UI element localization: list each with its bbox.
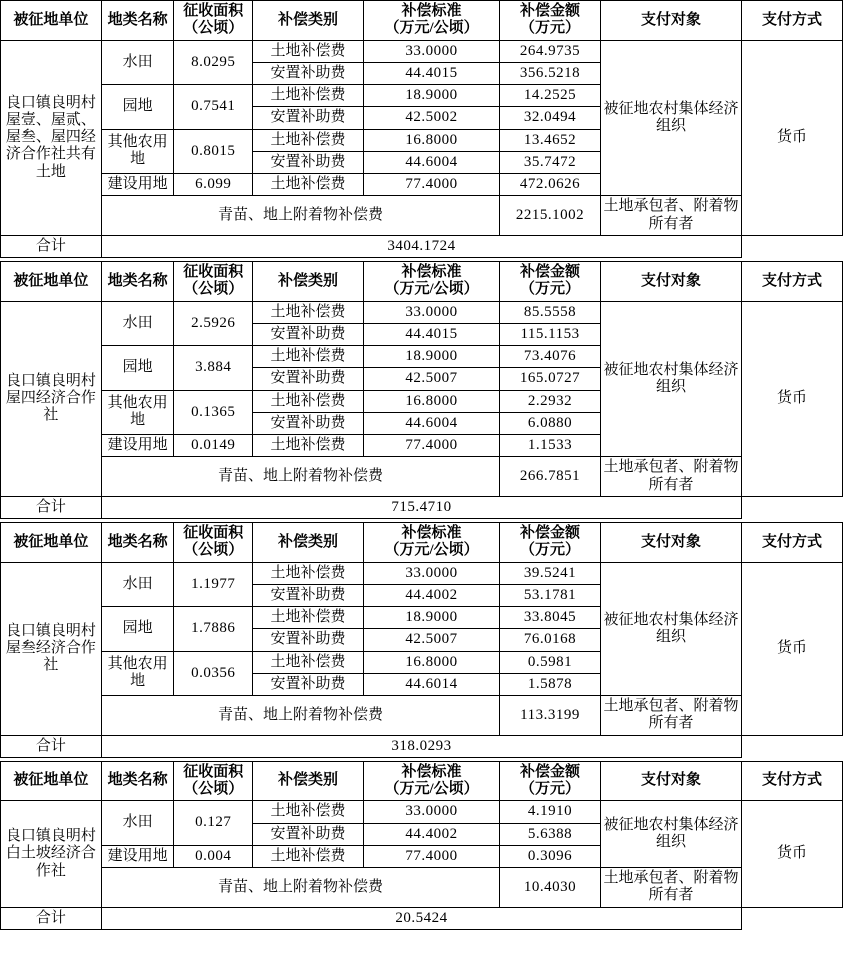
- cell-total-label: 合计: [1, 496, 102, 518]
- header-area-line2: （公顷）: [183, 542, 244, 559]
- cell-standard: 16.8000: [363, 651, 499, 673]
- header-comp-type: 补偿类别: [253, 1, 364, 41]
- green-crops-row: [1, 196, 843, 236]
- cell-payee-collective: 被征地农村集体经济组织: [600, 301, 741, 457]
- header-pay-method: 支付方式: [742, 1, 843, 41]
- cell-standard: 44.6014: [363, 673, 499, 695]
- cell-area: 3.884: [174, 346, 253, 391]
- cell-amount: 0.3096: [500, 845, 601, 867]
- cell-landtype: 其他农用地: [101, 129, 174, 174]
- cell-area: 0.004: [174, 845, 253, 867]
- cell-standard: 44.6004: [363, 412, 499, 434]
- cell-comp-type: 土地补偿费: [253, 40, 364, 62]
- header-area-line1: 征收面积: [183, 3, 244, 19]
- cell-area: 6.099: [174, 174, 253, 196]
- header-comp-type: 补偿类别: [253, 761, 364, 801]
- total-row: [1, 907, 843, 929]
- cell-landtype: 水田: [101, 301, 174, 346]
- header-area: [174, 262, 253, 302]
- cell-amount: 1.5878: [500, 673, 601, 695]
- cell-landtype: 建设用地: [101, 174, 174, 196]
- header-standard: [363, 523, 499, 563]
- cell-standard: 42.5007: [363, 629, 499, 651]
- header-comp-type: 补偿类别: [253, 262, 364, 302]
- header-standard-line2: （万元/公顷）: [384, 20, 479, 37]
- cell-comp-type: 土地补偿费: [253, 607, 364, 629]
- cell-green-crops-amount: 113.3199: [500, 696, 601, 736]
- cell-pay-method: 货币: [742, 562, 843, 735]
- cell-unit-name: 良口镇良明村屋叁经济合作社: [1, 562, 102, 735]
- cell-amount: 76.0168: [500, 629, 601, 651]
- cell-standard: 77.4000: [363, 435, 499, 457]
- header-pay-method: 支付方式: [742, 761, 843, 801]
- cell-amount: 115.1153: [500, 323, 601, 345]
- cell-area: 1.7886: [174, 607, 253, 652]
- header-standard-line2: （万元/公顷）: [384, 281, 479, 298]
- header-standard-line1: 补偿标准: [401, 763, 462, 780]
- cell-amount: 35.7472: [500, 151, 601, 173]
- cell-unit-name: 良口镇良明村屋壹、屋贰、屋叁、屋四经济合作社共有土地: [1, 40, 102, 235]
- cell-landtype: 园地: [101, 346, 174, 391]
- header-standard-line1: 补偿标准: [401, 525, 462, 541]
- cell-comp-type: 土地补偿费: [253, 174, 364, 196]
- cell-green-crops-label: 青苗、地上附着物补偿费: [101, 457, 499, 497]
- total-row: [1, 496, 843, 518]
- cell-comp-type: 安置补助费: [253, 323, 364, 345]
- cell-standard: 44.4002: [363, 823, 499, 845]
- header-pay-method: 支付方式: [742, 523, 843, 563]
- table-header-row: [1, 262, 843, 302]
- header-landtype: 地类名称: [101, 262, 174, 302]
- cell-amount: 264.9735: [500, 40, 601, 62]
- cell-landtype: 建设用地: [101, 845, 174, 867]
- header-unit: 被征地单位: [1, 523, 102, 563]
- cell-comp-type: 安置补助费: [253, 368, 364, 390]
- cell-unit-name: 良口镇良明村白土坡经济合作社: [1, 801, 102, 907]
- cell-unit-name: 良口镇良明村屋四经济合作社: [1, 301, 102, 496]
- cell-standard: 44.4002: [363, 584, 499, 606]
- header-pay-method: 支付方式: [742, 262, 843, 302]
- cell-comp-type: 土地补偿费: [253, 301, 364, 323]
- cell-standard: 16.8000: [363, 390, 499, 412]
- cell-standard: 44.4015: [363, 323, 499, 345]
- cell-landtype: 其他农用地: [101, 651, 174, 696]
- cell-amount: 14.2525: [500, 85, 601, 107]
- cell-area: 1.1977: [174, 562, 253, 607]
- cell-standard: 77.4000: [363, 845, 499, 867]
- compensation-table: [0, 0, 843, 258]
- cell-pay-method: 货币: [742, 301, 843, 496]
- header-area: [174, 1, 253, 41]
- cell-standard: 77.4000: [363, 174, 499, 196]
- cell-standard: 33.0000: [363, 301, 499, 323]
- header-unit: 被征地单位: [1, 761, 102, 801]
- header-standard: [363, 1, 499, 41]
- cell-standard: 33.0000: [363, 40, 499, 62]
- header-area: [174, 761, 253, 801]
- table-row: [1, 801, 843, 823]
- cell-total-amount: 318.0293: [101, 735, 741, 757]
- header-amount-line2: （万元）: [520, 20, 581, 37]
- cell-amount: 1.1533: [500, 435, 601, 457]
- cell-payee-contractor: 土地承包者、附着物所有者: [600, 457, 741, 497]
- header-payee: 支付对象: [600, 262, 741, 302]
- cell-amount: 39.5241: [500, 562, 601, 584]
- header-standard: [363, 262, 499, 302]
- cell-comp-type: 安置补助费: [253, 673, 364, 695]
- header-amount: [500, 761, 601, 801]
- cell-pay-method: 货币: [742, 40, 843, 235]
- cell-standard: 33.0000: [363, 801, 499, 823]
- header-unit: 被征地单位: [1, 262, 102, 302]
- cell-area: 0.1365: [174, 390, 253, 435]
- cell-comp-type: 土地补偿费: [253, 845, 364, 867]
- header-unit: 被征地单位: [1, 1, 102, 41]
- cell-amount: 5.6388: [500, 823, 601, 845]
- cell-amount: 73.4076: [500, 346, 601, 368]
- cell-total-label: 合计: [1, 907, 102, 929]
- header-area-line2: （公顷）: [183, 20, 244, 37]
- header-amount-line1: 补偿金额: [520, 3, 581, 19]
- cell-amount: 53.1781: [500, 584, 601, 606]
- cell-total-amount: 3404.1724: [101, 235, 741, 257]
- compensation-table: [0, 761, 843, 930]
- cell-total-amount: 715.4710: [101, 496, 741, 518]
- cell-amount: 33.8045: [500, 607, 601, 629]
- green-crops-row: [1, 696, 843, 736]
- cell-comp-type: 土地补偿费: [253, 651, 364, 673]
- cell-amount: 0.5981: [500, 651, 601, 673]
- cell-payee-collective: 被征地农村集体经济组织: [600, 562, 741, 696]
- header-area-line2: （公顷）: [183, 781, 244, 797]
- header-amount-line2: （万元）: [520, 281, 581, 298]
- cell-total-amount: 20.5424: [101, 907, 741, 929]
- table-row: [1, 301, 843, 323]
- cell-payee-contractor: 土地承包者、附着物所有者: [600, 696, 741, 736]
- cell-landtype: 水田: [101, 562, 174, 607]
- cell-amount: 85.5558: [500, 301, 601, 323]
- cell-comp-type: 安置补助费: [253, 629, 364, 651]
- cell-green-crops-amount: 266.7851: [500, 457, 601, 497]
- header-area-line1: 征收面积: [183, 525, 244, 541]
- cell-standard: 44.6004: [363, 151, 499, 173]
- header-amount-line2: （万元）: [520, 781, 581, 797]
- cell-total-label: 合计: [1, 235, 102, 257]
- cell-landtype: 水田: [101, 40, 174, 85]
- cell-amount: 472.0626: [500, 174, 601, 196]
- header-amount: [500, 1, 601, 41]
- header-comp-type: 补偿类别: [253, 523, 364, 563]
- header-area-line2: （公顷）: [183, 281, 244, 298]
- header-amount: [500, 262, 601, 302]
- header-landtype: 地类名称: [101, 523, 174, 563]
- cell-green-crops-label: 青苗、地上附着物补偿费: [101, 696, 499, 736]
- cell-comp-type: 安置补助费: [253, 62, 364, 84]
- green-crops-row: [1, 457, 843, 497]
- header-payee: 支付对象: [600, 523, 741, 563]
- total-row: [1, 735, 843, 757]
- cell-landtype: 其他农用地: [101, 390, 174, 435]
- cell-area: 0.127: [174, 801, 253, 846]
- cell-standard: 42.5007: [363, 368, 499, 390]
- table-row: [1, 40, 843, 62]
- header-amount-line1: 补偿金额: [520, 264, 581, 280]
- cell-area: 0.0149: [174, 435, 253, 457]
- cell-landtype: 园地: [101, 85, 174, 130]
- header-amount-line1: 补偿金额: [520, 525, 581, 541]
- cell-green-crops-amount: 10.4030: [500, 868, 601, 908]
- total-row: [1, 235, 843, 257]
- cell-amount: 32.0494: [500, 107, 601, 129]
- cell-standard: 18.9000: [363, 346, 499, 368]
- cell-comp-type: 安置补助费: [253, 412, 364, 434]
- header-area: [174, 523, 253, 563]
- compensation-table: [0, 522, 843, 758]
- cell-comp-type: 安置补助费: [253, 823, 364, 845]
- cell-green-crops-label: 青苗、地上附着物补偿费: [101, 868, 499, 908]
- cell-landtype: 水田: [101, 801, 174, 846]
- cell-payee-contractor: 土地承包者、附着物所有者: [600, 196, 741, 236]
- cell-amount: 2.2932: [500, 390, 601, 412]
- cell-green-crops-label: 青苗、地上附着物补偿费: [101, 196, 499, 236]
- cell-comp-type: 土地补偿费: [253, 85, 364, 107]
- cell-comp-type: 土地补偿费: [253, 435, 364, 457]
- header-area-line1: 征收面积: [183, 264, 244, 280]
- cell-pay-method: 货币: [742, 801, 843, 907]
- header-landtype: 地类名称: [101, 1, 174, 41]
- cell-total-label: 合计: [1, 735, 102, 757]
- table-header-row: [1, 1, 843, 41]
- header-standard-line2: （万元/公顷）: [384, 542, 479, 559]
- header-landtype: 地类名称: [101, 761, 174, 801]
- table-header-row: [1, 761, 843, 801]
- cell-amount: 165.0727: [500, 368, 601, 390]
- cell-standard: 44.4015: [363, 62, 499, 84]
- header-standard-line1: 补偿标准: [401, 3, 462, 19]
- cell-standard: 16.8000: [363, 129, 499, 151]
- table-header-row: [1, 523, 843, 563]
- header-standard-line1: 补偿标准: [401, 264, 462, 280]
- cell-area: 2.5926: [174, 301, 253, 346]
- cell-payee-contractor: 土地承包者、附着物所有者: [600, 868, 741, 908]
- cell-comp-type: 土地补偿费: [253, 129, 364, 151]
- cell-standard: 42.5002: [363, 107, 499, 129]
- cell-amount: 4.1910: [500, 801, 601, 823]
- header-amount-line1: 补偿金额: [520, 763, 581, 780]
- cell-comp-type: 土地补偿费: [253, 390, 364, 412]
- header-standard: [363, 761, 499, 801]
- green-crops-row: [1, 868, 843, 908]
- compensation-table: [0, 261, 843, 519]
- cell-green-crops-amount: 2215.1002: [500, 196, 601, 236]
- cell-amount: 13.4652: [500, 129, 601, 151]
- cell-area: 8.0295: [174, 40, 253, 85]
- cell-payee-collective: 被征地农村集体经济组织: [600, 40, 741, 196]
- cell-comp-type: 安置补助费: [253, 151, 364, 173]
- cell-amount: 6.0880: [500, 412, 601, 434]
- cell-comp-type: 安置补助费: [253, 584, 364, 606]
- header-area-line1: 征收面积: [183, 763, 244, 780]
- cell-comp-type: 土地补偿费: [253, 562, 364, 584]
- cell-landtype: 园地: [101, 607, 174, 652]
- cell-payee-collective: 被征地农村集体经济组织: [600, 801, 741, 868]
- cell-landtype: 建设用地: [101, 435, 174, 457]
- cell-comp-type: 土地补偿费: [253, 801, 364, 823]
- cell-amount: 356.5218: [500, 62, 601, 84]
- cell-comp-type: 土地补偿费: [253, 346, 364, 368]
- cell-standard: 18.9000: [363, 85, 499, 107]
- cell-standard: 18.9000: [363, 607, 499, 629]
- header-payee: 支付对象: [600, 1, 741, 41]
- header-amount-line2: （万元）: [520, 542, 581, 559]
- cell-area: 0.0356: [174, 651, 253, 696]
- cell-comp-type: 安置补助费: [253, 107, 364, 129]
- table-row: [1, 562, 843, 584]
- cell-area: 0.7541: [174, 85, 253, 130]
- header-payee: 支付对象: [600, 761, 741, 801]
- cell-standard: 33.0000: [363, 562, 499, 584]
- header-amount: [500, 523, 601, 563]
- cell-area: 0.8015: [174, 129, 253, 174]
- header-standard-line2: （万元/公顷）: [384, 781, 479, 797]
